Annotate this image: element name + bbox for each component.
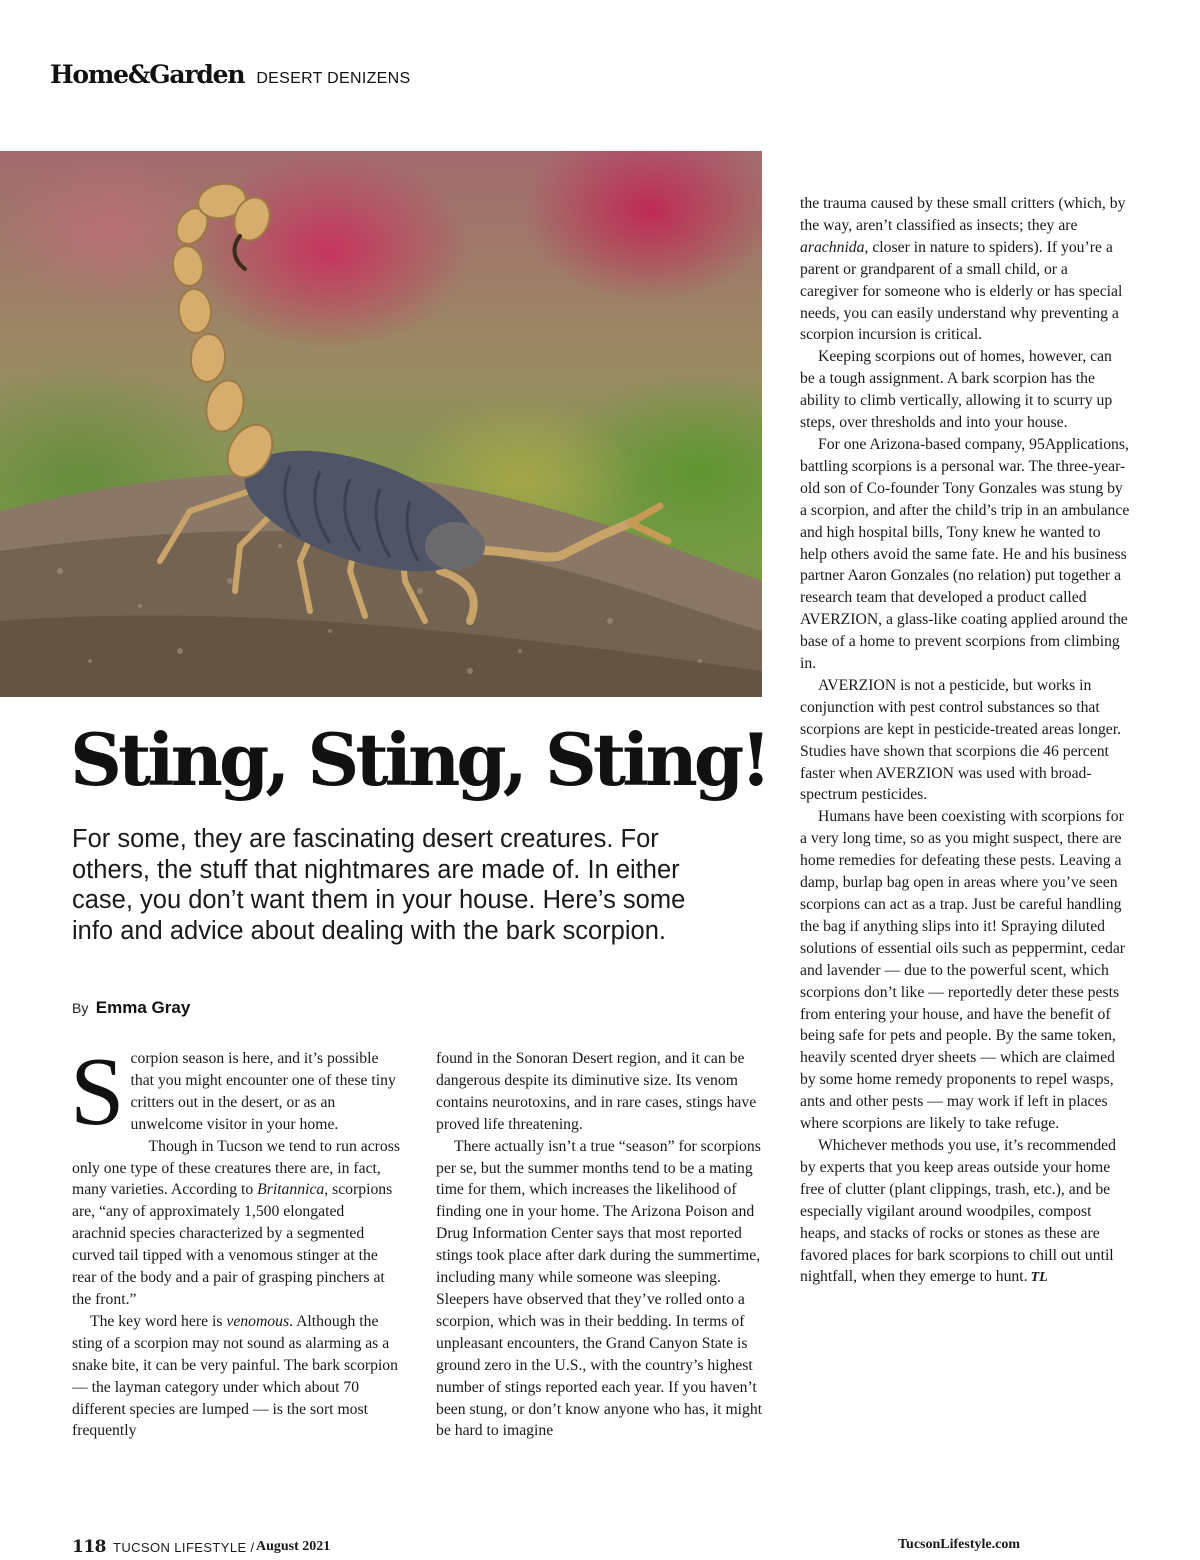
article-column-2 <box>436 1048 764 1442</box>
scorpion-illustration <box>0 151 762 697</box>
paragraph-text: The key word here is <box>90 1312 227 1330</box>
magazine-name: TUCSON LIFESTYLE / <box>113 1540 255 1555</box>
paragraph: Humans have been coexisting with scorpions for a very long time, so as you might suspect, there are home remedies for defeating these pests. Leaving a damp, burlap bag open in areas where you’ve seen scorpions can act as a trap. Just be careful handling the bag if anything slips into it! Spraying diluted solutions of essential oils such as peppermint, cedar and lavender — due to the powerful scent, which scorpions don’t like — reportedly deter these pests from entering your house, and have the benefit of being safe for pets and people. By the same token, heavily scented dryer sheets — which are claimed by some home remedy proponents to repel wasps, ants and other pests — may work if left in places where scorpions are likely to take refuge. <box>800 808 1126 1133</box>
drop-cap: S <box>70 1038 125 1146</box>
article-column-1 <box>70 1038 400 1442</box>
section-brand: Home&Garden <box>50 60 245 89</box>
byline <box>72 998 190 1018</box>
section-name: DESERT DENIZENS <box>256 70 411 87</box>
paragraph-text: Though in Tucson we tend to run across only one type of these creatures there are, in fact, many varieties. According to <box>72 1137 400 1199</box>
issue-date: August 2021 <box>256 1539 331 1554</box>
paragraph <box>72 1136 400 1311</box>
paragraph: AVERZION is not a pesticide, but works in conjunction with pest control substances so that scorpions are kept in pesticide-treated areas longer. Studies have shown that scorpions die 46 percent faster when AVERZION was used with broad-spectrum pesticides. <box>800 676 1122 804</box>
italic-text: arachnida <box>800 238 865 256</box>
paragraph-text: the trauma caused by these small critters (which, by the way, aren’t classified as insects; they are <box>800 195 1126 234</box>
paragraph-text: Whichever methods you use, it’s recommended by experts that you keep areas outside your home free of clutter (plant clippings, trash, etc.), and be especially vigilant around woodpiles, compost heaps, and stacks of rocks or stones as these are favored places for bark scorpions to chill out until nightfall, when they emerge to hunt. <box>800 1136 1116 1286</box>
end-mark: TL <box>1030 1270 1048 1286</box>
paragraph-text: corpion season is here, and it’s possible that you might encounter one of these tiny critters out in the desert, or as an unwelcome visitor in your home. <box>130 1050 396 1133</box>
article-column-3 <box>800 193 1130 1289</box>
article-headline: Sting, Sting, Sting! <box>70 717 768 802</box>
italic-text: venomous <box>226 1312 290 1330</box>
paragraph: Keeping scorpions out of homes, however, can be a tough assignment. A bark scorpion has the ability to climb vertically, allowing it to scurry up steps, over thresholds and into your house. <box>800 348 1113 432</box>
hero-photo <box>0 151 762 697</box>
paragraph <box>70 1038 400 1146</box>
italic-text: Britannica <box>257 1181 325 1199</box>
paragraph <box>72 1311 400 1442</box>
paragraph: found in the Sonoran Desert region, and it can be dangerous despite its diminutive size. Its venom contains neurotoxins, and in rare cases, stings have proved life threatening. <box>436 1050 757 1133</box>
paragraph: For one Arizona-based company, 95Applications, battling scorpions is a personal war. The three-year-old son of Co-founder Tony Gonzales was stung by a scorpion, and after the child’s trip in an ambulance and high hospital bills, Tony knew he wanted to help others avoid the same fate. He and his business partner Aaron Gonzales (no relation) put together a research team that developed a product called AVERZION, a glass-like coating applied around the base of a home to prevent scorpions from climbing in. <box>800 435 1130 673</box>
author-name: Emma Gray <box>95 998 191 1017</box>
paragraph-text: . Although the sting of a scorpion may not sound as alarming as a snake bite, it can be very painful. The bark scorpion — the layman category under which about 70 different species are lumped — is the sort most frequently <box>72 1312 398 1440</box>
page-number: 118 <box>72 1537 106 1557</box>
paragraph: There actually isn’t a true “season” for scorpions per se, but the summer months tend to be a mating time for them, which increases the likelihood of finding one in your home. The Arizona Poison and Drug Information Center says that most reported stings took place after dark during the summertime, including many while someone was sleeping. Sleepers have observed that they’ve rolled onto a scorpion, which was in their bedding. In terms of unpleasant encounters, the Grand Canyon State is ground zero in the U.S., with the country’s highest number of stings reported each year. If you haven’t been stung, or don’t know anyone who has, it might be hard to imagine <box>436 1137 763 1440</box>
website-url: TucsonLifestyle.com <box>898 1537 1020 1552</box>
paragraph-text: , closer in nature to spiders). If you’re a parent or grandparent of a small child, or a caregiver for someone who is elderly or has special needs, you can easily understand why preventing a scorpion incursion is critical. <box>800 238 1123 344</box>
byline-prefix: By <box>72 1000 89 1016</box>
article-deck: For some, they are fascinating desert creatures. For others, the stuff that nightmares are made of. In either case, you don’t want them in your house. Here’s some info and advice about dealing with the bark scorpion. <box>72 825 686 945</box>
section-header <box>50 60 410 89</box>
paragraph <box>800 1135 1130 1289</box>
paragraph-text: , scorpions are, “any of approximately 1,500 elongated arachnid species characterized by a segmented curved tail tipped with a venomous stinger at the rear of the body and a pair of grasping pinchers at the front.” <box>72 1181 393 1308</box>
paragraph <box>800 193 1130 346</box>
